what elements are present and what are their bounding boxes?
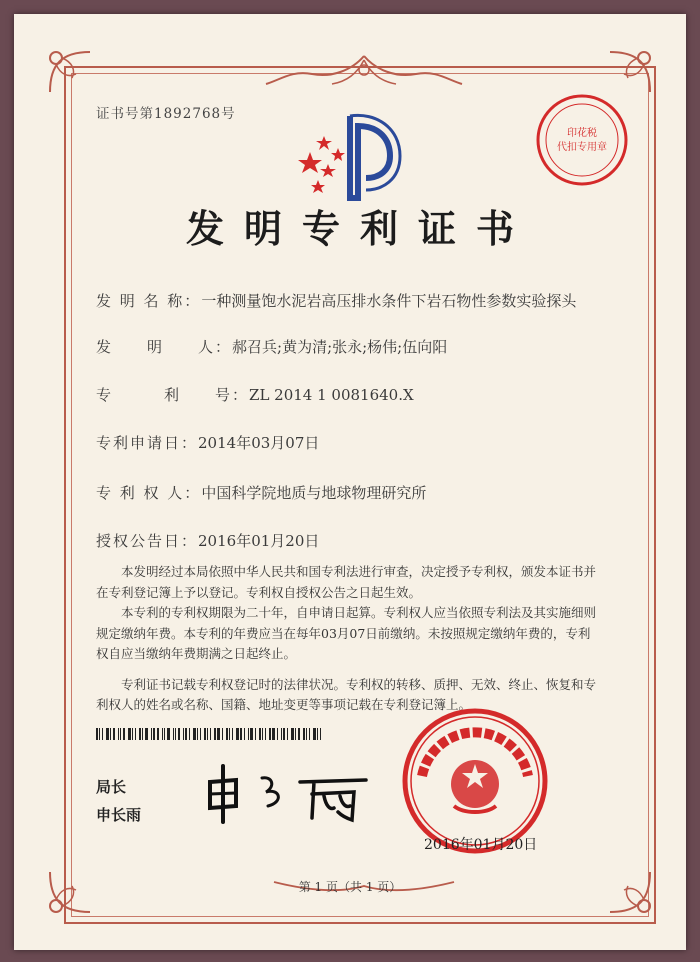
svg-text:印花税: 印花税 xyxy=(567,128,597,139)
field-application-date xyxy=(96,432,319,453)
field-value: ZL 2014 1 0081640.X xyxy=(249,386,414,404)
certificate-title: 发明专利证书 xyxy=(185,206,534,251)
field-label: 专 利 号： xyxy=(96,386,250,404)
top-ornament-icon xyxy=(252,50,476,90)
body-paragraph: 专利证书记载专利权登记时的法律状况。专利权的转移、质押、无效、终止、恢复和专利权人的姓名或名称、国籍、地址变更等事项记载在专利登记簿上。 xyxy=(96,676,597,712)
field-value: 一种测量饱水泥岩高压排水条件下岩石物性参数实验探头 xyxy=(201,292,577,310)
field-patent-number xyxy=(96,384,414,405)
field-inventors xyxy=(96,336,447,357)
body-paragraph: 本专利的专利权期限为二十年，自申请日起算。专利权人应当依照专利法及其实施细则规定缴纳年费。本专利的年费应当在每年03月07日前缴纳。未按照规定缴纳年费的，专利权自应当缴纳年费期满之日起终止。 xyxy=(96,605,597,661)
field-value: 郝召兵;黄为清;张永;杨伟;伍向阳 xyxy=(232,338,448,356)
field-label: 发 明 名 称： xyxy=(96,292,202,310)
director-signature-icon xyxy=(196,758,386,828)
printing-seal-icon xyxy=(534,92,630,188)
field-patentee xyxy=(96,482,426,503)
certificate-body xyxy=(96,562,596,716)
field-label: 发 明 人： xyxy=(96,338,233,356)
field-label: 专利申请日： xyxy=(96,434,199,452)
certificate-number: 证书号第1892768号 xyxy=(96,106,236,122)
seal-date: 2016年01月20日 xyxy=(424,837,538,853)
body-paragraph: 本发明经过本局依照中华人民共和国专利法进行审查，决定授予专利权，颁发本证书并在专利登记簿上予以登记。专利权自授权公告之日起生效。 xyxy=(96,564,597,600)
patent-office-logo-icon xyxy=(296,106,406,202)
corner-ornament-icon xyxy=(42,44,98,100)
page-number: 第 1 页（共 1 页） xyxy=(298,880,402,894)
field-invention-name xyxy=(96,290,576,311)
svg-text:代扣专用章: 代扣专用章 xyxy=(557,142,607,153)
barcode xyxy=(96,728,324,740)
field-label: 授权公告日： xyxy=(96,532,199,550)
signatory-name: 申长雨 xyxy=(96,806,142,824)
field-value: 2016年01月20日 xyxy=(198,532,320,550)
field-value: 2014年03月07日 xyxy=(198,434,320,452)
field-grant-date xyxy=(96,530,319,551)
signatory-title: 局长 xyxy=(96,778,127,796)
field-value: 中国科学院地质与地球物理研究所 xyxy=(201,484,427,502)
field-label: 专 利 权 人： xyxy=(96,484,202,502)
